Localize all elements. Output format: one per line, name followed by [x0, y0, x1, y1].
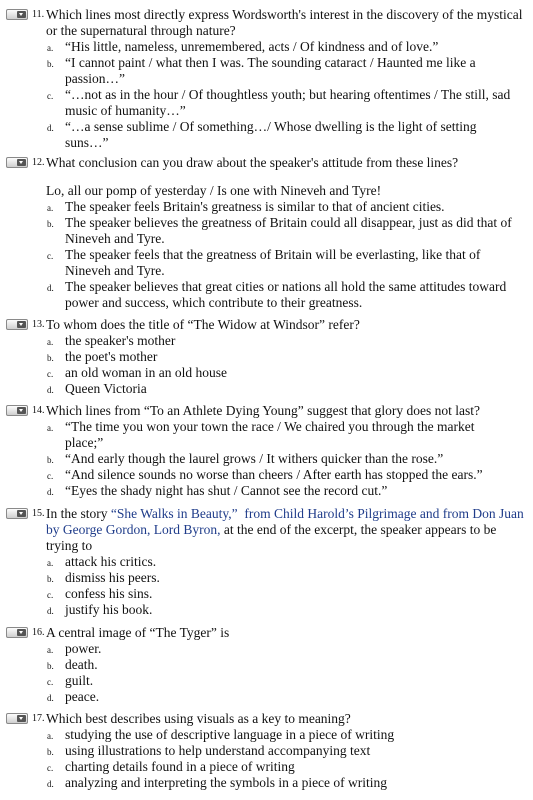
option-list: [0, 641, 533, 705]
question-15: [0, 506, 533, 618]
question-11-header: [0, 7, 533, 39]
question-text: Which best describes using visuals as a key to meaning?: [46, 711, 351, 726]
option-d: d. justify his book.: [47, 602, 153, 617]
question-13-header: [0, 317, 533, 333]
story-link-she-walks-in-beauty[interactable]: “She Walks in Beauty,”: [110, 506, 238, 521]
option-b: b. the poet's mother: [47, 349, 158, 364]
option-a: a. studying the use of descriptive language in a piece of writing: [47, 727, 395, 742]
question-number: 11.: [32, 9, 45, 20]
chevron-down-icon: [17, 159, 26, 166]
chevron-down-icon: [17, 629, 26, 636]
option-b: b. using illustrations to help understand accompanying text: [47, 743, 371, 758]
question-number: 16.: [32, 627, 45, 638]
chevron-down-icon: [17, 715, 26, 722]
option-d: d. The speaker believes that great cities or nations all hold the same attitudes toward power and success, which contribute to their greatness.: [47, 279, 507, 310]
question-17-header: [0, 711, 533, 727]
chevron-down-icon: [17, 407, 26, 414]
option-d: d. peace.: [47, 689, 100, 704]
answer-dropdown-16[interactable]: [6, 627, 28, 638]
option-d: d. analyzing and interpreting the symbols in a piece of writing: [47, 775, 388, 790]
option-a: a. attack his critics.: [47, 554, 157, 569]
option-a: a. “His little, nameless, unremembered, acts / Of kindness and of love.”: [47, 39, 439, 54]
question-12: [0, 155, 533, 311]
question-12-header: [0, 155, 533, 171]
option-a: a. The speaker feels Britain's greatness is similar to that of ancient cities.: [47, 199, 445, 214]
option-b: b. “And early though the laurel grows / It withers quicker than the rose.”: [47, 451, 444, 466]
option-a: a. “The time you won your town the race / We chaired you through the market place;”: [47, 419, 475, 450]
option-b: b. “I cannot paint / what then I was. The sounding cataract / Haunted me like a passion…”: [47, 55, 476, 86]
answer-dropdown-15[interactable]: [6, 508, 28, 519]
question-14-header: [0, 403, 533, 419]
option-c: c. charting details found in a piece of writing: [47, 759, 295, 774]
question-13: [0, 317, 533, 397]
answer-dropdown-17[interactable]: [6, 713, 28, 724]
question-number: 14.: [32, 405, 45, 416]
chevron-down-icon: [17, 11, 26, 18]
answer-dropdown-11[interactable]: [6, 9, 28, 20]
option-list: [0, 39, 533, 151]
answer-dropdown-14[interactable]: [6, 405, 28, 416]
question-number: 13.: [32, 319, 45, 330]
question-text: Which lines from “To an Athlete Dying Young” suggest that glory does not last?: [46, 403, 480, 418]
question-text: In the story “She Walks in Beauty,” from Child Harold’s Pilgrimage and from Don Juan by George Gordon, Lord Byron, at the end of the excerpt, the speaker appears to be trying to: [46, 506, 524, 553]
question-text: A central image of “The Tyger” is: [46, 625, 230, 640]
option-c: c. The speaker feels that the greatness of Britain will be everlasting, like that of Nineveh and Tyre.: [47, 247, 481, 278]
question-15-header: [0, 506, 533, 554]
option-list: [0, 727, 533, 791]
question-number: 15.: [32, 508, 45, 519]
question-text: What conclusion can you draw about the speaker's attitude from these lines?: [46, 155, 459, 170]
chevron-down-icon: [17, 321, 26, 328]
option-list: [0, 333, 533, 397]
option-c: c. guilt.: [47, 673, 94, 688]
option-a: a. the speaker's mother: [47, 333, 176, 348]
question-16: [0, 625, 533, 705]
question-number: 12.: [32, 157, 45, 168]
option-b: b. death.: [47, 657, 98, 672]
question-11: [0, 7, 533, 151]
question-17: [0, 711, 533, 791]
option-c: c. an old woman in an old house: [47, 365, 227, 380]
story-link-byron-excerpt[interactable]: from Child Harold’s Pilgrimage and from Don Juan by George Gordon, Lord Byron,: [46, 506, 524, 537]
option-b: b. The speaker believes the greatness of Britain could all disappear, just as did that of Nineveh and Tyre.: [47, 215, 512, 246]
option-list: [0, 419, 533, 499]
chevron-down-icon: [17, 510, 26, 517]
answer-dropdown-12[interactable]: [6, 157, 28, 168]
quoted-passage: Lo, all our pomp of yesterday / Is one with Nineveh and Tyre!: [46, 183, 382, 198]
question-number: 17.: [32, 713, 45, 724]
question-text: To whom does the title of “The Widow at Windsor” refer?: [46, 317, 360, 332]
question-text: Which lines most directly express Wordsworth's interest in the discovery of the mystical or the supernatural through nature?: [46, 7, 523, 38]
option-list: [0, 199, 533, 311]
option-b: b. dismiss his peers.: [47, 570, 160, 585]
option-c: c. “And silence sounds no worse than cheers / After earth has stopped the ears.”: [47, 467, 483, 482]
question-16-header: [0, 625, 533, 641]
option-c: c. confess his sins.: [47, 586, 153, 601]
answer-dropdown-13[interactable]: [6, 319, 28, 330]
option-d: d. “Eyes the shady night has shut / Cannot see the record cut.”: [47, 483, 388, 498]
question-14: [0, 403, 533, 499]
option-d: d. “…a sense sublime / Of something…/ Whose dwelling is the light of setting suns…”: [47, 119, 477, 150]
option-d: d. Queen Victoria: [47, 381, 147, 396]
option-c: c. “…not as in the hour / Of thoughtless youth; but hearing oftentimes / The still, sad music of humanity…”: [47, 87, 511, 118]
option-list: [0, 554, 533, 618]
option-a: a. power.: [47, 641, 102, 656]
